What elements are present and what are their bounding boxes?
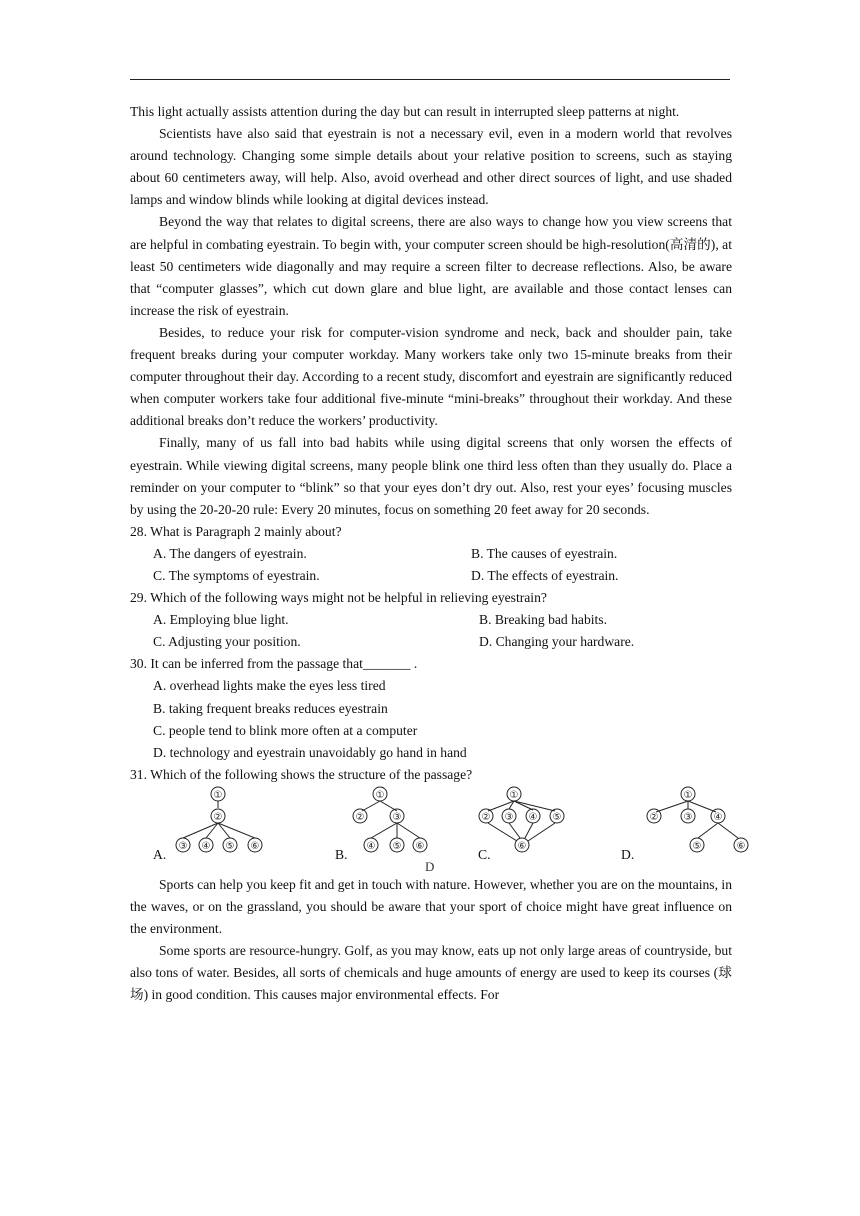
option-a: A. overhead lights make the eyes less tired [153, 678, 386, 694]
node-5: ⑤ [692, 840, 702, 852]
question-29 [130, 587, 732, 653]
paragraph-2: Scientists have also said that eyestrain is not a necessary evil, even in a modern world that revolves around technology. Changing some simple details about your relative position to screens, such as staying about 60 centimeters away, will help. Also, avoid overhead and other direct sources of light, and use shaded lamps and window blinds while looking at digital devices instead. [130, 126, 732, 208]
node-5: ⑤ [392, 840, 402, 852]
node-1: ① [375, 789, 385, 801]
header-rule [130, 79, 730, 80]
node-2: ② [355, 811, 365, 823]
node-6: ⑥ [415, 840, 425, 852]
question-28 [130, 521, 732, 587]
paragraph-5: Finally, many of us fall into bad habits while using digital screens that only worsen the effects of eyestrain. While viewing digital screens, many people blink one third less often than they usually do. Place a reminder on your computer to “blink” so that your eyes don’t dry out. Also, rest your eyes’ focusing muscles by using the 20-20-20 rule: Every 20 minutes, focus on something 20 feet away for 20 seconds. [130, 435, 732, 517]
option-b: B. Breaking bad habits. [479, 612, 607, 628]
option-b: B. taking frequent breaks reduces eyestrain [153, 700, 388, 716]
paragraph-continued: This light actually assists attention during the day but can result in interrupted sleep patterns at night. [130, 104, 680, 119]
node-5: ⑤ [225, 840, 235, 852]
document-page [130, 101, 746, 1006]
tree-b [335, 786, 435, 866]
node-1: ① [509, 789, 519, 801]
option-c: C. Adjusting your position. [153, 634, 301, 650]
option-a: A. Employing blue light. [153, 612, 289, 628]
node-6: ⑥ [736, 840, 746, 852]
diagram-label: C. [478, 846, 491, 862]
node-3: ③ [504, 811, 514, 823]
question-stem: 31. Which of the following shows the structure of the passage? [130, 766, 473, 782]
node-2: ② [649, 811, 659, 823]
option-b: B. The causes of eyestrain. [471, 545, 618, 561]
node-2: ② [481, 811, 491, 823]
node-1: ① [683, 789, 693, 801]
question-stem: 29. Which of the following ways might not be helpful in relieving eyestrain? [130, 590, 547, 606]
question-30 [130, 653, 732, 763]
node-4: ④ [713, 811, 723, 823]
option-d: D. technology and eyestrain unavoidably go hand in hand [153, 744, 467, 760]
option-c: C. The symptoms of eyestrain. [153, 567, 320, 583]
option-d: D. The effects of eyestrain. [471, 567, 619, 583]
paragraph-4: Besides, to reduce your risk for computer-vision syndrome and neck, back and shoulder pain, take frequent breaks during your computer workday. Many workers take only two 15-minute breaks from their computer throughout their day. According to a recent study, discomfort and eyestrain are significantly reduced when computer workers take four additional five-minute “mini-breaks” throughout their workday. And these additional breaks don’t reduce the workers’ productivity. [130, 324, 732, 429]
option-d: D. Changing your hardware. [479, 634, 635, 650]
node-3: ③ [683, 811, 693, 823]
structure-diagrams [130, 786, 746, 874]
node-4: ④ [528, 811, 538, 823]
tree-a [153, 786, 273, 866]
paragraph-3: Beyond the way that relates to digital screens, there are also ways to change how you view screens that are helpful in combating eyestrain. To begin with, your computer screen should be high-resolution(高清的), at least 50 centimeters wide diagonally and may require a screen filter to decrease reflections. Also, be aware that “computer glasses”, which cut down glare and blue light, are available and those contact lenses can increase the risk of eyestrain. [130, 214, 732, 318]
node-4: ④ [201, 840, 211, 852]
diagram-label: D. [621, 846, 635, 862]
node-3: ③ [392, 811, 402, 823]
diagram-label: A. [153, 846, 167, 862]
passage-d-paragraph-1: Sports can help you keep fit and get in touch with nature. However, whether you are on the mountains, in the waves, or on the grassland, you should be aware that your sport of choice might have great influence on the environment. [130, 876, 732, 937]
node-4: ④ [366, 840, 376, 852]
diagram-label: B. [335, 846, 348, 862]
node-5: ⑤ [552, 811, 562, 823]
node-6: ⑥ [250, 840, 260, 852]
question-stem: 30. It can be inferred from the passage that_______ . [130, 656, 418, 672]
option-c: C. people tend to blink more often at a computer [153, 722, 418, 738]
stray-letter: D [425, 858, 435, 874]
tree-c [478, 786, 578, 866]
node-6: ⑥ [517, 840, 527, 852]
node-3: ③ [178, 840, 188, 852]
question-stem: 28. What is Paragraph 2 mainly about? [130, 523, 342, 539]
passage-d-paragraph-2: Some sports are resource-hungry. Golf, as you may know, eats up not only large areas of countryside, but also tons of water. Besides, all sorts of chemicals and huge amounts of energy are used to keep its courses (球场) in good condition. This causes major environmental effects. For [130, 943, 732, 1003]
tree-d [621, 786, 751, 866]
question-31 [130, 764, 746, 874]
node-1: ① [213, 789, 223, 801]
option-a: A. The dangers of eyestrain. [153, 545, 307, 561]
node-2: ② [213, 811, 223, 823]
